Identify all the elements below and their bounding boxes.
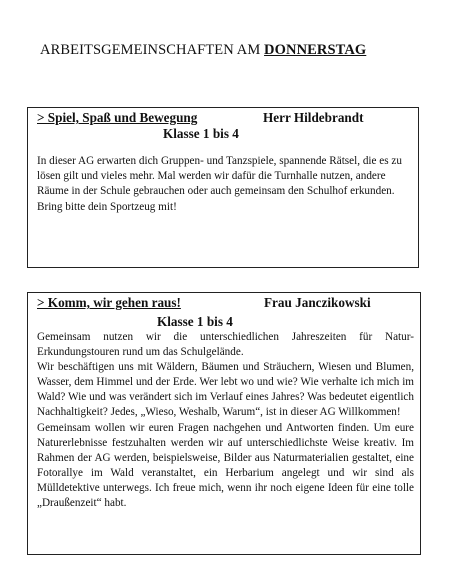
ag-paragraph: Wir beschäftigen uns mit Wäldern, Bäumen und Sträuchern, Wiesen und Blumen, Wasser, dem Himmel und der Erde. Wer lebt wo und wie? Wie verhalte ich mich im Wald? Wie und was verändert sich im Verlauf eines Jahres? Was bedeutet eigentlich Nachhaltigkeit? Jedes, „Wieso, Weshalb, Warum“, ist in dieser AG Willkommen! [37,361,414,419]
heading-day: DONNERSTAG [264,42,367,58]
ag-title-row [37,110,410,127]
heading-prefix: ARBEITSGEMEINSCHAFTEN AM [40,42,265,58]
ag-box-komm-raus [27,292,421,555]
ag-description [37,330,414,511]
ag-teacher: Herr Hildebrandt [263,110,364,125]
ag-description [37,154,412,215]
page-heading [40,42,366,59]
ag-klasse: Klasse 1 bis 4 [163,126,239,141]
ag-title: > Komm, wir gehen raus! [37,295,181,310]
ag-paragraph: Bring bitte dein Sportzeug mit! [37,200,177,213]
ag-box-spiel [27,107,419,268]
ag-paragraph: In dieser AG erwarten dich Gruppen- und Tanzspiele, spannende Rätsel, die es zu lösen gilt und vieles mehr. Mal werden wir dafür die Turnhalle nutzen, andere Räume in der Schule gebrauchen oder auch gemeinsam den Schulhof erkunden. [37,155,402,198]
ag-title-row [37,295,412,312]
ag-paragraph: Gemeinsam nutzen wir die unterschiedlichen Jahreszeiten für Natur-Erkundungstouren rund um das Schulgelände. [37,331,414,359]
ag-title: > Spiel, Spaß und Bewegung [37,110,198,125]
ag-teacher: Frau Janczikowski [264,295,371,310]
ag-klasse: Klasse 1 bis 4 [157,314,233,329]
ag-paragraph: Gemeinsam wollen wir euren Fragen nachgehen und Antworten finden. Um eure Naturerlebnisse festzuhalten werden wir auf unterschiedlichste Weise kreativ. Im Rahmen der AG werden, beispielsweise, Bilder aus Naturmaterialien gestaltet, eine Fotorallye im Wald veranstaltet, ein Herbarium angelegt und wir sind als Mülldetektive unterwegs. Ich freue mich, wenn ihr noch eigene Ideen für eine tolle „Draußenzeit“ habt. [37,421,414,510]
